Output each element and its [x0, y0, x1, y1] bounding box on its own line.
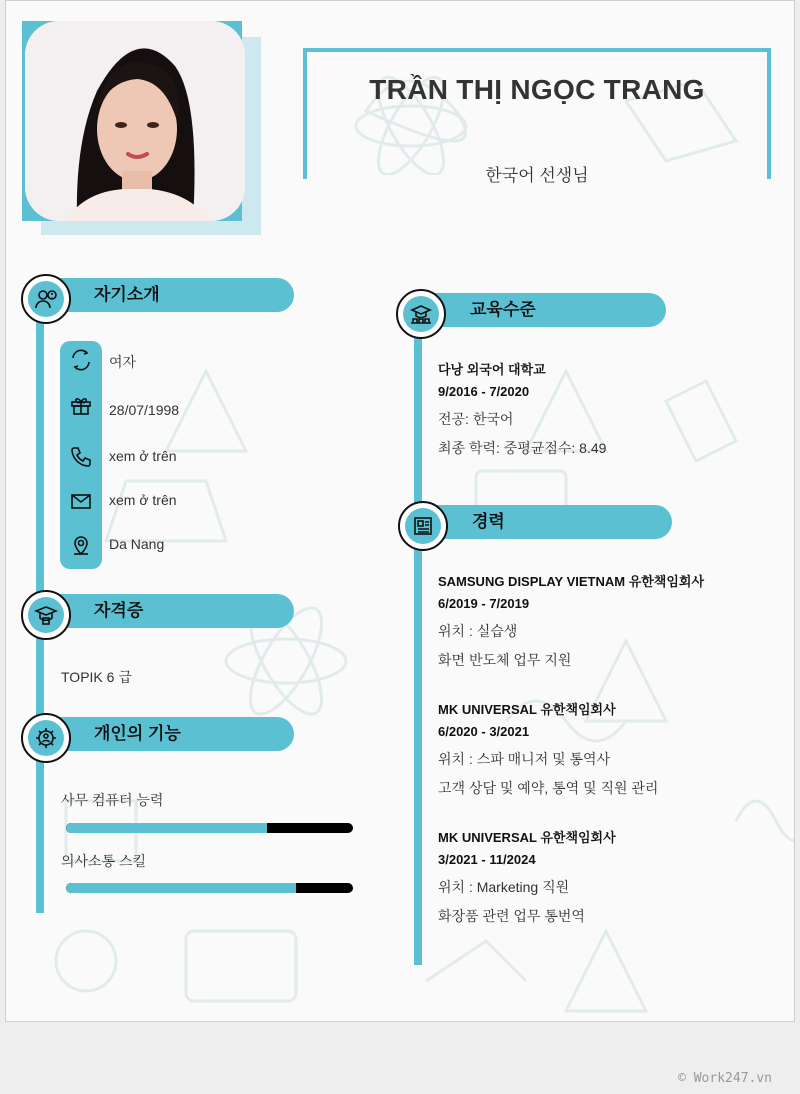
email-value: xem ở trên — [109, 492, 177, 508]
exp-period: 6/2020 - 3/2021 — [438, 724, 530, 739]
portrait-image — [25, 21, 245, 221]
exp-description: 고객 상담 및 예약, 통역 및 직원 관리 — [438, 780, 659, 796]
envelope-icon — [67, 487, 95, 515]
person-name: TRẦN THỊ NGỌC TRANG — [369, 74, 705, 105]
section-skills-title: 개인의 기능 — [94, 724, 181, 743]
user-info-icon — [21, 274, 71, 324]
address-value: Da Nang — [109, 536, 165, 552]
exp-company: MK UNIVERSAL 유한책임회사 — [438, 702, 616, 717]
skill-label: 의사소통 스킬 — [61, 853, 147, 869]
graduate-icon — [21, 590, 71, 640]
exp-period: 6/2019 - 7/2019 — [438, 596, 530, 611]
section-education-title: 교육수준 — [470, 300, 536, 319]
section-certificates — [46, 594, 294, 628]
right-timeline — [414, 323, 422, 965]
phone-value: xem ở trên — [109, 448, 177, 464]
exp-period: 3/2021 - 11/2024 — [438, 852, 536, 867]
section-about-title: 자기소개 — [94, 285, 160, 304]
edu-period: 9/2016 - 7/2020 — [438, 384, 530, 399]
skill-bar — [66, 823, 353, 833]
section-skills — [46, 717, 294, 751]
section-certificates-title: 자격증 — [94, 601, 144, 620]
edu-major: 전공: 한국어 — [438, 411, 514, 427]
exp-position: 위치 : 스파 매니저 및 통역사 — [438, 751, 611, 767]
skill-bar-fill — [66, 823, 267, 833]
edu-gpa: 최종 학력: 중평균점수: 8.49 — [438, 440, 607, 456]
profile-photo — [25, 21, 245, 221]
job-title: 한국어 선생님 — [485, 166, 589, 185]
photo-frame — [22, 21, 242, 221]
birthday-value: 28/07/1998 — [109, 402, 180, 418]
newspaper-icon — [398, 501, 448, 551]
location-pin-icon — [67, 531, 95, 559]
skill-label: 사무 컴퓨터 능력 — [61, 792, 164, 808]
edu-school: 다낭 외국어 대학교 — [438, 362, 546, 377]
watermark: © Work247.vn — [678, 1071, 772, 1086]
phone-icon — [67, 443, 95, 471]
skill-bar — [66, 883, 353, 893]
gift-icon — [67, 391, 95, 419]
certificate-item: TOPIK 6 급 — [61, 669, 132, 685]
exp-description: 화장품 관련 업무 통번역 — [438, 908, 585, 924]
exp-company: SAMSUNG DISPLAY VIETNAM 유한책임회사 — [438, 574, 705, 589]
skill-bar-fill — [66, 883, 296, 893]
gender-value: 여자 — [109, 354, 137, 370]
exp-description: 화면 반도체 업무 지원 — [438, 652, 572, 668]
gender-icon — [67, 346, 95, 374]
gear-person-icon — [21, 713, 71, 763]
exp-position: 위치 : 실습생 — [438, 623, 518, 639]
section-experience-title: 경력 — [472, 512, 505, 531]
section-about — [46, 278, 294, 312]
cv-page — [5, 0, 795, 1022]
school-icon — [396, 289, 446, 339]
name-frame — [303, 48, 771, 179]
section-education — [422, 293, 666, 327]
section-experience — [424, 505, 672, 539]
exp-company: MK UNIVERSAL 유한책임회사 — [438, 830, 616, 845]
exp-position: 위치 : Marketing 직원 — [438, 879, 570, 895]
